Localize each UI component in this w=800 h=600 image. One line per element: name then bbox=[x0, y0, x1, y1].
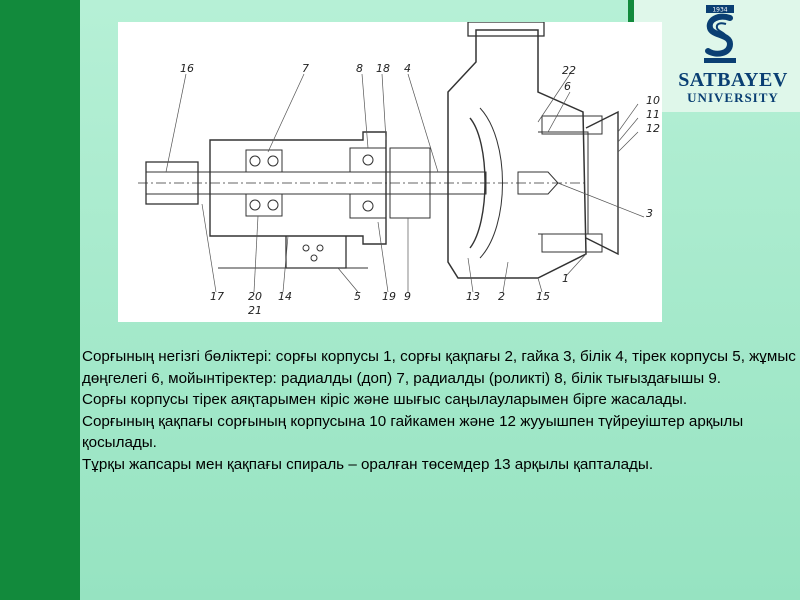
label-6: 6 bbox=[564, 80, 571, 93]
label-7: 7 bbox=[302, 62, 309, 75]
label-19: 19 bbox=[382, 290, 396, 303]
label-21: 21 bbox=[248, 304, 262, 317]
bearing-housing bbox=[210, 132, 386, 244]
pump-assembly-drawing bbox=[118, 22, 662, 322]
svg-text:1934: 1934 bbox=[712, 6, 728, 14]
label-2: 2 bbox=[498, 290, 505, 303]
description-text bbox=[82, 346, 798, 475]
label-20: 20 bbox=[248, 290, 262, 303]
university-wordmark bbox=[670, 70, 796, 105]
label-15: 15 bbox=[536, 290, 550, 303]
paragraph-sealing: Тұрқы жапсары мен қақпағы спираль – оралған төсемдер 13 арқылы қапталады. bbox=[82, 455, 654, 473]
wordmark-line1: SATBAYEV bbox=[678, 69, 788, 91]
label-17: 17 bbox=[210, 290, 224, 303]
label-12: 12 bbox=[646, 122, 660, 135]
label-18: 18 bbox=[376, 62, 390, 75]
wordmark-line2: UNIVERSITY bbox=[687, 90, 779, 105]
bearing-8-top bbox=[350, 148, 386, 172]
bearing-7-top bbox=[246, 150, 282, 172]
label-10: 10 bbox=[646, 94, 660, 107]
label-8: 8 bbox=[356, 62, 363, 75]
bearing-7-bottom bbox=[246, 194, 282, 216]
university-logo-icon bbox=[700, 4, 740, 66]
pump-cover bbox=[538, 132, 588, 234]
label-22: 22 bbox=[562, 64, 576, 77]
paragraph-housing: Сорғы корпусы тірек аяқтарымен кіріс және шығыс саңылауларымен бірге жасалады. bbox=[82, 391, 688, 408]
label-16: 16 bbox=[180, 62, 194, 75]
discharge-flange bbox=[468, 22, 544, 36]
label-4: 4 bbox=[404, 62, 411, 75]
paragraph-parts: Сорғының негізгі бөліктері: сорғы корпусы 1, сорғы қақпағы 2, гайка 3, білік 4, тірек корпусы 5, жұмыс дөңгелегі 6, мойынтіректер: радиалды (доп) 7, радиалды (роликті) 8, білік тығыздағышы 9. bbox=[82, 348, 796, 387]
label-1: 1 bbox=[562, 272, 569, 285]
label-3: 3 bbox=[646, 207, 653, 220]
support-foot bbox=[286, 236, 346, 268]
pump-section-svg bbox=[118, 22, 662, 322]
coupling-end bbox=[146, 162, 198, 204]
left-accent-bar bbox=[0, 0, 80, 600]
label-11: 11 bbox=[646, 108, 660, 121]
label-5: 5 bbox=[354, 290, 361, 303]
label-13: 13 bbox=[466, 290, 480, 303]
paragraph-cover: Сорғының қақпағы сорғының корпусына 10 гайкамен және 12 жууышпен түйреуіштер арқылы қосылады. bbox=[82, 412, 744, 451]
bearing-8-bottom bbox=[350, 194, 386, 218]
label-14: 14 bbox=[278, 290, 292, 303]
suction-flange-bottom bbox=[542, 234, 602, 252]
label-9: 9 bbox=[404, 290, 411, 303]
